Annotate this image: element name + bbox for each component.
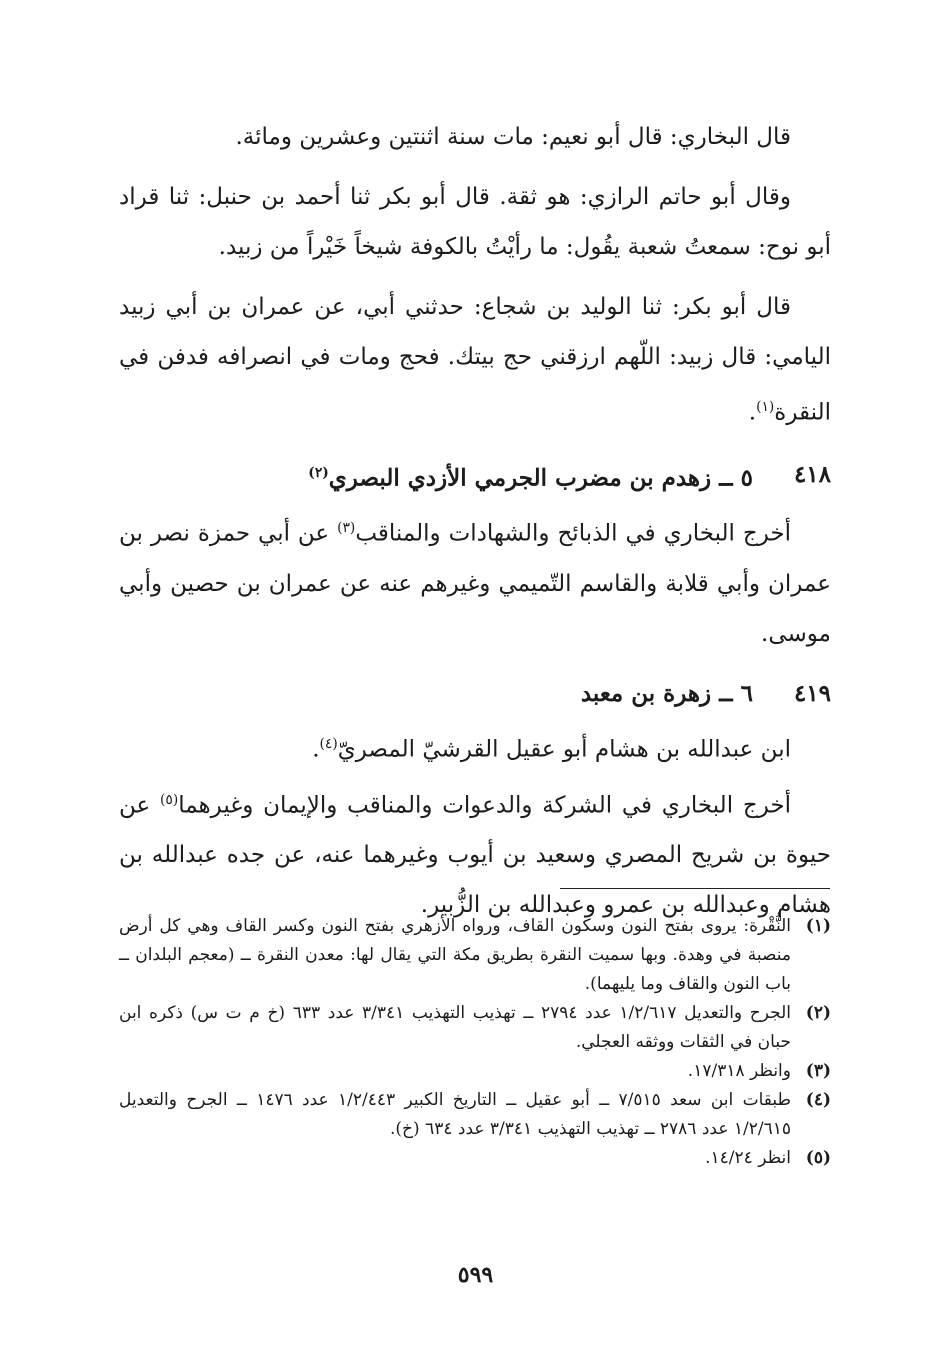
- footnote-2: [119, 999, 831, 1057]
- paragraph-3: [119, 282, 831, 438]
- footnote-number: (٣): [805, 1061, 831, 1081]
- main-text: [119, 112, 831, 940]
- footnote-ref-1: (١): [756, 399, 775, 415]
- entry-418-body-b: عن أبي حمزة نصر بن عمران وأبي قلابة والقاسم التّميمي وغيرهم عنه عن عمران بن حصين وأبي موسى.: [119, 520, 831, 647]
- entry-419-line-1-a: ابن عبدالله بن هشام أبو عقيل القرشيّ المصريّ: [337, 736, 791, 763]
- page-number: ٥٩٩: [457, 1262, 494, 1288]
- entry-419-body-a: أخرج البخاري في الشركة والدعوات والمناقب والإيمان وغيرهما: [178, 792, 791, 819]
- footnote-text: طبقات ابن سعد ٧/٥١٥ ــ أبو عقيل ــ التاريخ الكبير ١/٢/٤٤٣ عدد ١٤٧٦ ــ الجرح والتعديل ١/٢/٦١٥ عدد ٢٧٨٦ ــ تهذيب التهذيب ٣/٣٤١ عدد ٦٣٤ (خ).: [119, 1090, 792, 1139]
- paragraph-3-text: قال أبو بكر: ثنا الوليد بن شجاع: حدثني أبي، عن عمران بن أبي زبيد اليامي: قال زبيد: اللّهم ارزقني حج بيتك. فحج ومات في انصرافه فدفن في النقرة: [119, 294, 831, 426]
- footnote-text: الجرح والتعديل ١/٢/٦١٧ عدد ٢٧٩٤ ــ تهذيب التهذيب ٣/٣٤١ عدد ٦٣٣ (خ م ت س) ذكره ابن حبان في الثقات ووثقه العجلي.: [119, 1003, 791, 1052]
- footnote-ref-2: (٢): [308, 464, 329, 481]
- footnote-ref-4: (٤): [319, 735, 338, 752]
- paragraph-1: قال البخاري: قال أبو نعيم: مات سنة اثنتين وعشرين ومائة.: [235, 124, 791, 150]
- entry-419-header: [119, 669, 831, 719]
- entry-419-body-b: عن حيوة بن شريح المصري وسعيد بن أيوب وغيرهما عنه، عن جده عبدالله بن هشام وعبدالله بن عمرو وعبدالله بن الزُّبير.: [119, 792, 831, 919]
- entry-418-header: [119, 448, 831, 504]
- paragraph-2: وقال أبو حاتم الرازي: هو ثقة. قال أبو بكر ثنا أحمد بن حنبل: ثنا قراد أبو نوح: سمعتُ شعبة يقُول: ما رأيْتُ بالكوفة شيخاً خَيْراً من زبيد.: [119, 184, 831, 260]
- entry-title-418: [308, 448, 753, 504]
- entry-419-body: [119, 775, 831, 931]
- footnote-ref-3: (٣): [337, 520, 356, 537]
- entry-419-line-1-b: .: [312, 736, 320, 763]
- footnote-1: [119, 912, 831, 999]
- footnote-ref-5: (٥): [160, 791, 179, 808]
- entry-419-line-1: [119, 719, 831, 775]
- footnote-number: (١): [805, 916, 831, 936]
- footnote-text: النُّقْرة: يروى بفتح النون وسكون القاف، ورواه الأزهري بفتح النون وكسر القاف وهي كل أرض منصبة في وهدة. وبها سميت النقرة بطريق مكة التي يقال لها: معدن النقرة ــ (معجم البلدان ــ باب النون والقاف وما يليهما).: [119, 916, 791, 994]
- entry-title-419: ٦ ــ زهرة بن معبد: [580, 679, 753, 707]
- footnote-number: (٤): [805, 1090, 831, 1110]
- footnote-5: [119, 1144, 831, 1173]
- entry-number-419: ٤١٩: [793, 679, 831, 707]
- footnote-text: انظر ١٤/٢٤.: [705, 1148, 791, 1168]
- entry-418-body: [119, 503, 831, 659]
- paragraph-3-end: .: [748, 399, 757, 426]
- entry-number-418: ٤١٨: [793, 461, 831, 489]
- entry-418-body-a: أخرج البخاري في الذبائح والشهادات والمناقب: [355, 520, 792, 547]
- footnotes: [119, 912, 831, 1173]
- footnote-separator: [560, 888, 830, 889]
- footnote-3: [119, 1057, 831, 1086]
- footnote-number: (٥): [805, 1148, 831, 1168]
- footnote-number: (٢): [805, 1003, 831, 1023]
- footnote-4: [119, 1086, 831, 1144]
- entry-title-418-text: ٥ ــ زهدم بن مضرب الجرمي الأزدي البصري: [328, 464, 753, 492]
- footnote-text: وانظر ١٧/٣١٨.: [687, 1061, 791, 1081]
